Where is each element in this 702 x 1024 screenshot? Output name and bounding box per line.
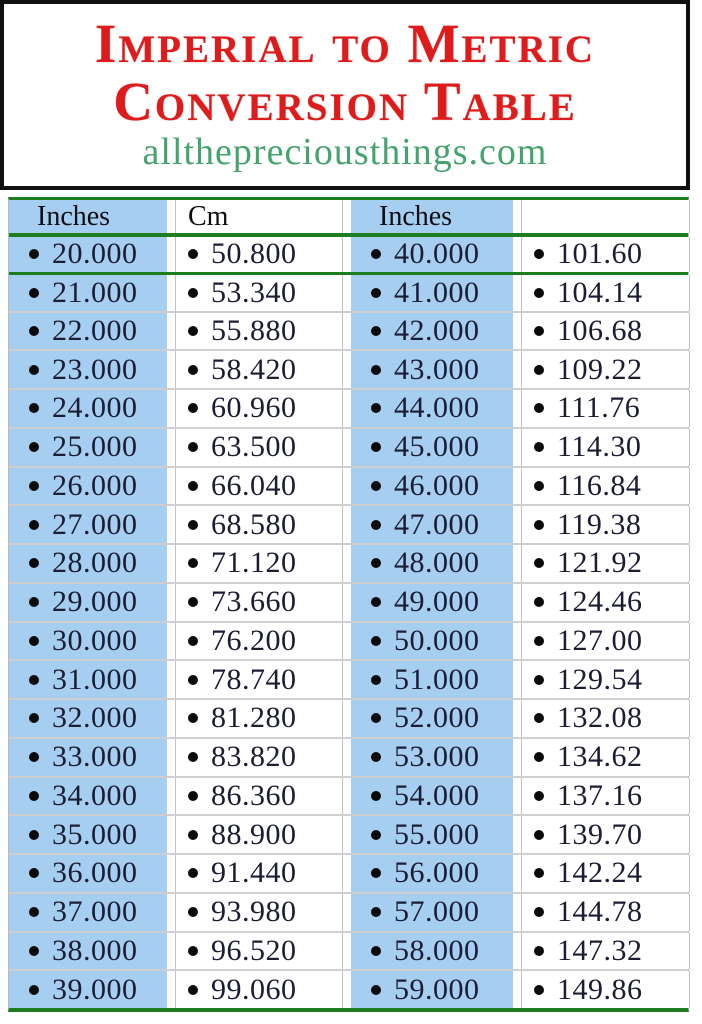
table-row [9, 543, 688, 582]
bullet-icon [188, 520, 198, 530]
bullet-icon [29, 946, 39, 956]
value-cm-2: 106.68 [557, 313, 643, 347]
cell-cm-1 [175, 855, 343, 892]
bullet-icon [188, 636, 198, 646]
cell-inches-2 [351, 971, 513, 1008]
cell-cm-1 [175, 237, 343, 272]
bullet-icon [534, 675, 544, 685]
cell-inches-2 [351, 429, 513, 466]
value-inches-1: 39.000 [52, 972, 138, 1006]
bullet-icon [534, 442, 544, 452]
table-row [9, 233, 688, 272]
website-url: allthepreciousthings.com [142, 131, 548, 173]
bullet-icon [534, 520, 544, 530]
cell-cm-2 [521, 816, 690, 853]
bullet-icon [371, 249, 381, 259]
value-inches-1: 31.000 [52, 662, 138, 696]
cell-cm-2 [521, 739, 690, 776]
bullet-icon [371, 520, 381, 530]
value-inches-2: 40.000 [394, 237, 480, 271]
value-inches-1: 35.000 [52, 817, 138, 851]
cell-cm-2 [521, 584, 690, 621]
bullet-icon [371, 326, 381, 336]
cell-inches-2 [351, 661, 513, 698]
cell-inches-2 [351, 237, 513, 272]
cell-inches-1 [9, 468, 167, 505]
cell-inches-1 [9, 275, 167, 311]
bullet-icon [29, 868, 39, 878]
bullet-icon [371, 636, 381, 646]
bullet-icon [534, 636, 544, 646]
cell-cm-1 [175, 275, 343, 311]
column-header-inches-2: Inches [351, 200, 513, 233]
bullet-icon [371, 481, 381, 491]
cell-cm-1 [175, 313, 343, 350]
bullet-icon [188, 403, 198, 413]
value-inches-1: 23.000 [52, 352, 138, 386]
bullet-icon [188, 791, 198, 801]
value-cm-2: 121.92 [557, 546, 643, 580]
value-cm-1: 71.120 [211, 546, 297, 580]
bullet-icon [29, 403, 39, 413]
table-row [9, 698, 688, 737]
bullet-icon [29, 558, 39, 568]
value-inches-1: 20.000 [52, 237, 138, 271]
bullet-icon [534, 481, 544, 491]
bullet-icon [371, 403, 381, 413]
bullet-icon [534, 288, 544, 298]
bullet-icon [188, 985, 198, 995]
bullet-icon [29, 713, 39, 723]
value-cm-2: 104.14 [557, 275, 643, 309]
value-cm-1: 58.420 [211, 352, 297, 386]
bullet-icon [371, 442, 381, 452]
cell-cm-1 [175, 816, 343, 853]
cell-inches-2 [351, 313, 513, 350]
cell-cm-2 [521, 933, 690, 970]
cell-inches-1 [9, 313, 167, 350]
value-inches-1: 36.000 [52, 856, 138, 890]
cell-inches-1 [9, 390, 167, 427]
cell-inches-2 [351, 468, 513, 505]
value-cm-1: 76.200 [211, 623, 297, 657]
value-inches-1: 29.000 [52, 585, 138, 619]
cell-cm-1 [175, 390, 343, 427]
column-header-cm-1: Cm [175, 200, 343, 233]
bullet-icon [534, 403, 544, 413]
cell-cm-2 [521, 623, 690, 660]
cell-cm-1 [175, 584, 343, 621]
bullet-icon [534, 907, 544, 917]
title-panel [0, 0, 690, 190]
cell-cm-2 [521, 429, 690, 466]
bullet-icon [188, 830, 198, 840]
cell-cm-2 [521, 661, 690, 698]
value-cm-2: 114.30 [557, 430, 642, 464]
cell-cm-2 [521, 700, 690, 737]
bullet-icon [534, 946, 544, 956]
value-inches-1: 37.000 [52, 895, 138, 929]
bullet-icon [188, 868, 198, 878]
value-inches-1: 33.000 [52, 740, 138, 774]
bullet-icon [371, 752, 381, 762]
cell-inches-1 [9, 661, 167, 698]
value-cm-1: 66.040 [211, 468, 297, 502]
value-cm-1: 73.660 [211, 585, 297, 619]
cell-cm-1 [175, 468, 343, 505]
bullet-icon [534, 868, 544, 878]
value-cm-2: 137.16 [557, 778, 643, 812]
cell-cm-2 [521, 971, 690, 1008]
cell-inches-1 [9, 971, 167, 1008]
value-cm-2: 109.22 [557, 352, 643, 386]
bullet-icon [371, 675, 381, 685]
value-inches-1: 30.000 [52, 623, 138, 657]
page-title-line-2: Conversion Table [113, 71, 577, 132]
bullet-icon [534, 830, 544, 840]
page-title-line-1: Imperial to Metric [94, 13, 596, 74]
value-cm-2: 132.08 [557, 701, 643, 735]
cell-cm-1 [175, 351, 343, 388]
bullet-icon [29, 520, 39, 530]
table-row [9, 659, 688, 698]
bullet-icon [188, 907, 198, 917]
value-cm-1: 78.740 [211, 662, 297, 696]
cell-cm-2 [521, 545, 690, 582]
value-cm-1: 93.980 [211, 895, 297, 929]
bullet-icon [29, 288, 39, 298]
table-row [9, 582, 688, 621]
table-row [9, 814, 688, 853]
cell-inches-2 [351, 700, 513, 737]
value-cm-2: 129.54 [557, 662, 643, 696]
cell-cm-1 [175, 739, 343, 776]
value-inches-1: 32.000 [52, 701, 138, 735]
value-inches-2: 58.000 [394, 933, 480, 967]
value-cm-1: 99.060 [211, 972, 297, 1006]
bullet-icon [188, 946, 198, 956]
table-row [9, 621, 688, 660]
cell-cm-1 [175, 429, 343, 466]
value-cm-2: 149.86 [557, 972, 643, 1006]
bullet-icon [371, 365, 381, 375]
cell-cm-1 [175, 506, 343, 543]
value-cm-1: 50.800 [211, 237, 297, 271]
table-row [9, 349, 688, 388]
cell-inches-2 [351, 933, 513, 970]
bullet-icon [29, 636, 39, 646]
cell-inches-1 [9, 506, 167, 543]
cell-inches-1 [9, 739, 167, 776]
value-inches-1: 22.000 [52, 313, 138, 347]
cell-inches-1 [9, 855, 167, 892]
bullet-icon [188, 713, 198, 723]
cell-inches-2 [351, 584, 513, 621]
value-inches-2: 42.000 [394, 313, 480, 347]
bullet-icon [29, 597, 39, 607]
cell-inches-2 [351, 545, 513, 582]
bullet-icon [371, 713, 381, 723]
value-inches-2: 53.000 [394, 740, 480, 774]
cell-inches-2 [351, 275, 513, 311]
value-inches-1: 38.000 [52, 933, 138, 967]
value-inches-2: 59.000 [394, 972, 480, 1006]
value-cm-2: 111.76 [557, 391, 641, 425]
table-row [9, 427, 688, 466]
table-row [9, 737, 688, 776]
value-inches-2: 55.000 [394, 817, 480, 851]
value-cm-2: 147.32 [557, 933, 643, 967]
value-inches-2: 51.000 [394, 662, 480, 696]
table-row [9, 466, 688, 505]
value-inches-2: 54.000 [394, 778, 480, 812]
cell-cm-2 [521, 313, 690, 350]
bullet-icon [188, 558, 198, 568]
value-inches-1: 21.000 [52, 275, 138, 309]
bullet-icon [534, 558, 544, 568]
bullet-icon [188, 326, 198, 336]
bullet-icon [371, 985, 381, 995]
value-inches-1: 24.000 [52, 391, 138, 425]
value-cm-2: 127.00 [557, 623, 643, 657]
cell-inches-1 [9, 933, 167, 970]
bullet-icon [188, 365, 198, 375]
bullet-icon [371, 946, 381, 956]
bullet-icon [371, 868, 381, 878]
value-cm-1: 68.580 [211, 507, 297, 541]
bullet-icon [29, 442, 39, 452]
cell-cm-1 [175, 894, 343, 931]
bullet-icon [188, 675, 198, 685]
value-inches-2: 47.000 [394, 507, 480, 541]
bullet-icon [188, 288, 198, 298]
cell-inches-1 [9, 623, 167, 660]
cell-inches-2 [351, 506, 513, 543]
value-inches-2: 48.000 [394, 546, 480, 580]
table-header-row [9, 200, 688, 233]
cell-cm-1 [175, 545, 343, 582]
value-inches-2: 41.000 [394, 275, 480, 309]
cell-inches-2 [351, 778, 513, 815]
table-row [9, 931, 688, 970]
value-cm-2: 101.60 [557, 237, 643, 271]
value-inches-2: 43.000 [394, 352, 480, 386]
cell-inches-2 [351, 623, 513, 660]
bullet-icon [29, 830, 39, 840]
cell-cm-2 [521, 506, 690, 543]
table-row [9, 311, 688, 350]
bullet-icon [534, 365, 544, 375]
bullet-icon [188, 249, 198, 259]
column-header-cm-2 [521, 200, 690, 233]
value-inches-2: 44.000 [394, 391, 480, 425]
value-inches-2: 56.000 [394, 856, 480, 890]
value-inches-1: 25.000 [52, 430, 138, 464]
value-cm-2: 144.78 [557, 895, 643, 929]
bullet-icon [29, 985, 39, 995]
bullet-icon [534, 752, 544, 762]
bullet-icon [534, 249, 544, 259]
bullet-icon [29, 249, 39, 259]
cell-inches-2 [351, 816, 513, 853]
value-inches-2: 50.000 [394, 623, 480, 657]
cell-inches-1 [9, 894, 167, 931]
value-cm-2: 119.38 [557, 507, 642, 541]
bullet-icon [29, 675, 39, 685]
cell-cm-2 [521, 894, 690, 931]
bullet-icon [371, 791, 381, 801]
bullet-icon [371, 907, 381, 917]
value-cm-2: 134.62 [557, 740, 643, 774]
bullet-icon [29, 481, 39, 491]
bullet-icon [188, 481, 198, 491]
bullet-icon [371, 288, 381, 298]
bullet-icon [29, 326, 39, 336]
value-cm-1: 63.500 [211, 430, 297, 464]
cell-inches-2 [351, 351, 513, 388]
table-row [9, 776, 688, 815]
value-cm-1: 96.520 [211, 933, 297, 967]
cell-cm-1 [175, 623, 343, 660]
cell-cm-1 [175, 971, 343, 1008]
cell-inches-1 [9, 351, 167, 388]
cell-inches-1 [9, 778, 167, 815]
value-cm-1: 86.360 [211, 778, 297, 812]
value-inches-2: 46.000 [394, 468, 480, 502]
column-header-inches-1: Inches [9, 200, 167, 233]
value-cm-1: 53.340 [211, 275, 297, 309]
cell-cm-2 [521, 237, 690, 272]
conversion-table [8, 197, 689, 1012]
table-row [9, 504, 688, 543]
bullet-icon [29, 752, 39, 762]
bullet-icon [371, 558, 381, 568]
bullet-icon [534, 326, 544, 336]
value-inches-1: 26.000 [52, 468, 138, 502]
value-inches-1: 34.000 [52, 778, 138, 812]
cell-inches-1 [9, 816, 167, 853]
table-row [9, 892, 688, 931]
value-cm-1: 60.960 [211, 391, 297, 425]
value-cm-2: 139.70 [557, 817, 643, 851]
value-inches-2: 57.000 [394, 895, 480, 929]
value-cm-1: 91.440 [211, 856, 297, 890]
value-cm-1: 81.280 [211, 701, 297, 735]
bullet-icon [29, 791, 39, 801]
bullet-icon [534, 597, 544, 607]
cell-cm-2 [521, 275, 690, 311]
cell-inches-2 [351, 390, 513, 427]
cell-cm-2 [521, 468, 690, 505]
cell-cm-1 [175, 778, 343, 815]
cell-cm-2 [521, 390, 690, 427]
cell-cm-1 [175, 661, 343, 698]
bullet-icon [371, 830, 381, 840]
value-inches-2: 49.000 [394, 585, 480, 619]
bullet-icon [534, 985, 544, 995]
cell-cm-1 [175, 933, 343, 970]
cell-inches-1 [9, 545, 167, 582]
value-cm-2: 124.46 [557, 585, 643, 619]
table-row [9, 272, 688, 311]
table-body [9, 233, 688, 1008]
cell-cm-2 [521, 855, 690, 892]
bullet-icon [29, 907, 39, 917]
bullet-icon [188, 597, 198, 607]
cell-inches-1 [9, 429, 167, 466]
table-row [9, 388, 688, 427]
cell-cm-2 [521, 351, 690, 388]
table-row [9, 969, 688, 1008]
cell-cm-2 [521, 778, 690, 815]
cell-inches-1 [9, 584, 167, 621]
table-row [9, 853, 688, 892]
value-inches-1: 28.000 [52, 546, 138, 580]
cell-inches-2 [351, 855, 513, 892]
cell-inches-1 [9, 237, 167, 272]
cell-inches-2 [351, 739, 513, 776]
value-cm-2: 142.24 [557, 856, 643, 890]
bullet-icon [534, 791, 544, 801]
cell-inches-2 [351, 894, 513, 931]
bullet-icon [188, 442, 198, 452]
cell-cm-1 [175, 700, 343, 737]
value-inches-2: 52.000 [394, 701, 480, 735]
bullet-icon [188, 752, 198, 762]
value-cm-1: 55.880 [211, 313, 297, 347]
bullet-icon [534, 713, 544, 723]
bullet-icon [371, 597, 381, 607]
value-inches-1: 27.000 [52, 507, 138, 541]
bullet-icon [29, 365, 39, 375]
value-cm-1: 83.820 [211, 740, 297, 774]
value-cm-1: 88.900 [211, 817, 297, 851]
value-cm-2: 116.84 [557, 468, 642, 502]
cell-inches-1 [9, 700, 167, 737]
value-inches-2: 45.000 [394, 430, 480, 464]
